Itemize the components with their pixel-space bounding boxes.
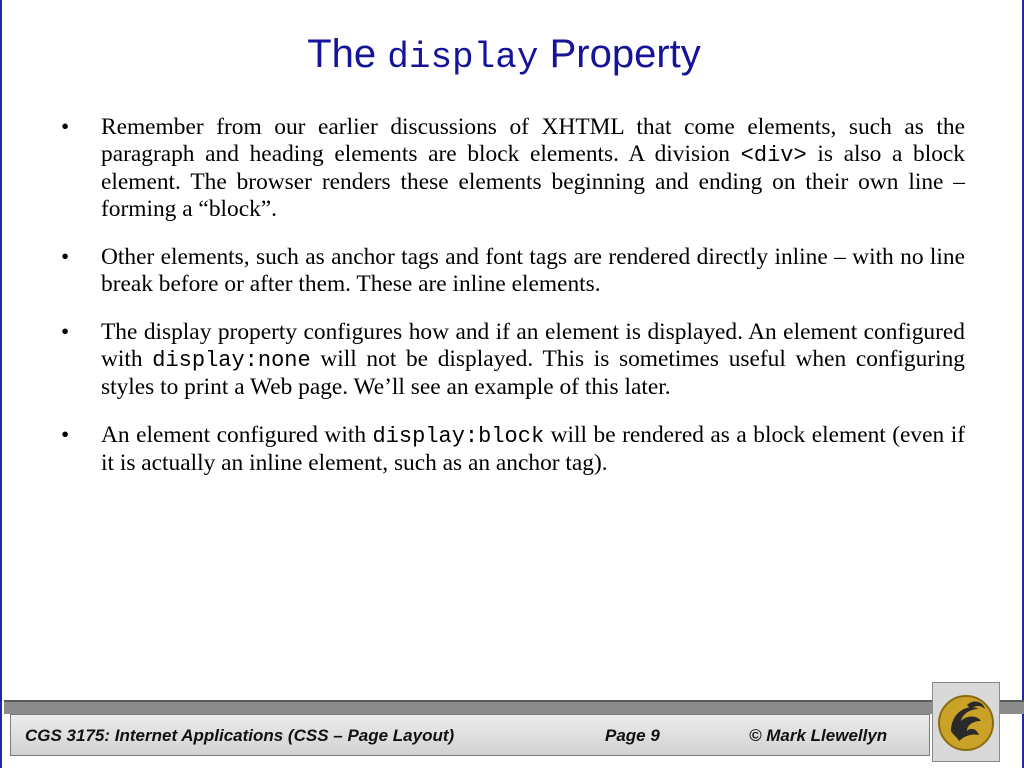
bullet-item (60, 244, 965, 298)
bullet-marker: • (61, 114, 70, 140)
bullet-item (60, 114, 965, 223)
bullet-code: <div> (740, 143, 807, 168)
bullet-list (60, 114, 965, 498)
ucf-pegasus-logo-icon (937, 691, 995, 755)
footer-course: CGS 3175: Internet Applications (CSS – Page Layout) (25, 726, 455, 745)
bullet-text: Remember from our earlier discussions of XHTML that come elements, such as the paragraph and heading elements are block elements. A division (101, 114, 965, 167)
bullet-text: The display property configures how and if an element is displayed. An element configured with (101, 319, 965, 372)
title-suffix: Property (538, 32, 701, 76)
bullet-marker: • (61, 422, 70, 448)
bullet-marker: • (61, 319, 70, 345)
bullet-code: display:block (372, 424, 545, 449)
footer-page-number: Page 9 (605, 726, 660, 745)
bullet-item (60, 422, 965, 477)
bullet-item (60, 319, 965, 401)
bullet-text: Other elements, such as anchor tags and font tags are rendered directly inline – with no line break before or after them. These are inline elements. (101, 244, 965, 297)
bullet-marker: • (61, 244, 70, 270)
bullet-code: display:none (152, 348, 311, 373)
slide-title (2, 30, 1006, 82)
logo-frame (932, 682, 1000, 762)
title-code: display (387, 37, 539, 78)
bullet-text: is also a block element. The browser renders these elements beginning and ending on their own line – forming a “block”. (101, 141, 965, 222)
footer-divider (4, 700, 1024, 714)
bullet-text: An element configured with (101, 422, 373, 448)
footer (10, 714, 930, 756)
title-prefix: The (307, 32, 388, 76)
bullet-text: will not be displayed. This is sometimes useful when configuring styles to print a Web page. We’ll see an example of this later. (101, 346, 965, 400)
footer-copyright: © Mark Llewellyn (749, 726, 888, 745)
bullet-text: will be rendered as a block element (even if it is actually an inline element, such as an anchor tag). (101, 422, 965, 476)
